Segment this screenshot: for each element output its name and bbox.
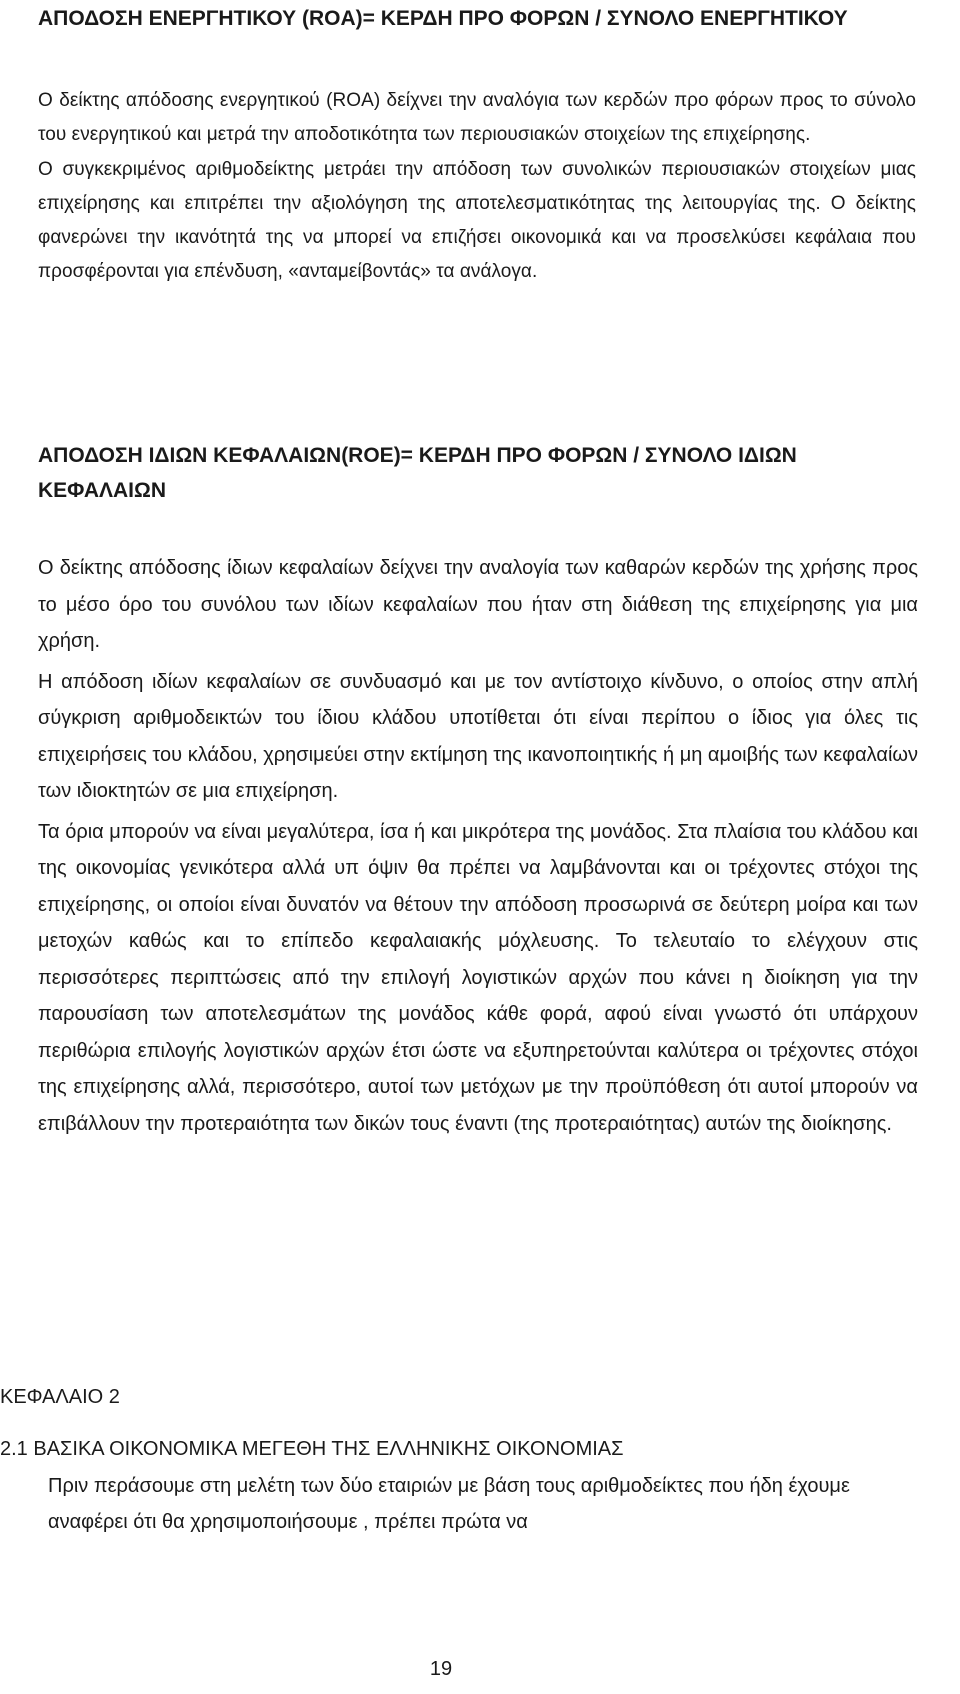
roe-body [38,550,918,1142]
roe-paragraph-3: Τα όρια μπορούν να είναι μεγαλύτερα, ίσα ή και μικρότερα της μονάδος. Στα πλαίσια του κλάδου και της οικονομίας γενικότερα αλλά υπ όψιν θα πρέπει να λαμβάνονται και οι τρέχοντες στόχοι της επιχείρησης, οι οποίοι είναι δυνατόν να θέτουν την απόδοση προσωρινά σε δεύτερη μοίρα και των μετοχών καθώς και το επίπεδο κεφαλαιακής μόχλευσης. Το τελευταίο το ελέγχουν στις περισσότερες περιπτώσεις από την επιλογή λογιστικών αρχών που κάνει η διοίκηση για την παρουσίαση των αποτελεσμάτων της μονάδος κάθε φορά, αφού είναι γνωστό ότι υπάρχουν περιθώρια επιλογής λογιστικών αρχών έτσι ώστε να εξυπηρετούνται καλύτερα οι τρέχοντες στόχοι της επιχείρησης αλλά, περισσότερο, αυτοί των μετόχων με την προϋπόθεση ότι αυτοί μπορούν να επιβάλλουν την προτεραιότητα των δικών τους έναντι (της προτεραιότητας) αυτών της διοίκησης. [38,820,918,1135]
subsection-title: 2.1 ΒΑΣΙΚΑ ΟΙΚΟΝΟΜΙΚΑ ΜΕΓΕΘΗ ΤΗΣ ΕΛΛΗΝΙΚΗΣ ΟΙΚΟΝΟΜΙΑΣ [0,1438,624,1460]
roe-paragraph-1: Ο δείκτης απόδοσης ίδιων κεφαλαίων δείχνει την αναλογία των καθαρών κερδών της χρήσης προς το μέσο όρο του συνόλου των ιδίων κεφαλαίων που ήταν στη διάθεση της επιχείρησης για μια χρήση. [38,557,918,652]
roa-heading: ΑΠΟΔΟΣΗ ΕΝΕΡΓΗΤΙΚΟΥ (ROA)= ΚΕΡΔΗ ΠΡΟ ΦΟΡΩΝ / ΣΥΝΟΛΟ ΕΝΕΡΓΗΤΙΚΟΥ [38,7,848,30]
chapter-intro-paragraph: Πριν περάσουμε στη μελέτη των δύο εταιριών με βάση τους αριθμοδείκτες που ήδη έχουμε αναφέρει ότι θα χρησιμοποιήσουμε , πρέπει πρώτα να [48,1475,850,1533]
roa-paragraph-1: Ο δείκτης απόδοσης ενεργητικού (ROA) δείχνει την αναλόγια των κερδών προ φόρων προς το σύνολο του ενεργητικού και μετρά την αποδοτικότητα των περιουσιακών στοιχείων της επιχείρησης. [38,90,916,146]
chapter-title: ΚΕΦΑΛΑΙΟ 2 [0,1386,120,1408]
roe-heading: ΑΠΟΔΟΣΗ ΙΔΙΩΝ ΚΕΦΑΛΑΙΩΝ(ROE)= ΚΕΡΔΗ ΠΡΟ ΦΟΡΩΝ / ΣΥΝΟΛΟ ΙΔΙΩΝ ΚΕΦΑΛΑΙΩΝ [38,444,797,502]
page-number: 19 [429,1658,453,1680]
roa-body [38,84,916,290]
roa-paragraph-2: Ο συγκεκριμένος αριθμοδείκτης μετράει την απόδοση των συνολικών περιουσιακών στοιχείων μιας επιχείρησης και επιτρέπει την αξιολόγηση της αποτελεσματικότητας της λειτουργίας της. Ο δείκτης φανερώνει την ικανότητά της να μπορεί να επιζήσει οικονομικά και να προσελκύσει κεφάλαια που προσφέρονται για επένδυση, «ανταμείβοντάς» τα ανάλογα. [38,158,916,283]
roe-paragraph-2: Η απόδοση ιδίων κεφαλαίων σε συνδυασμό και με τον αντίστοιχο κίνδυνο, ο οποίος στην απλή σύγκριση αριθμοδεικτών του ίδιου κλάδου υποτίθεται ότι είναι περίπου ο ίδιος για όλες τις επιχειρήσεις του κλάδου, χρησιμεύει στην εκτίμηση της ικανοποιητικής ή μη αμοιβής των κεφαλαίων των ιδιοκτητών σε μια επιχείρηση. [38,670,918,802]
